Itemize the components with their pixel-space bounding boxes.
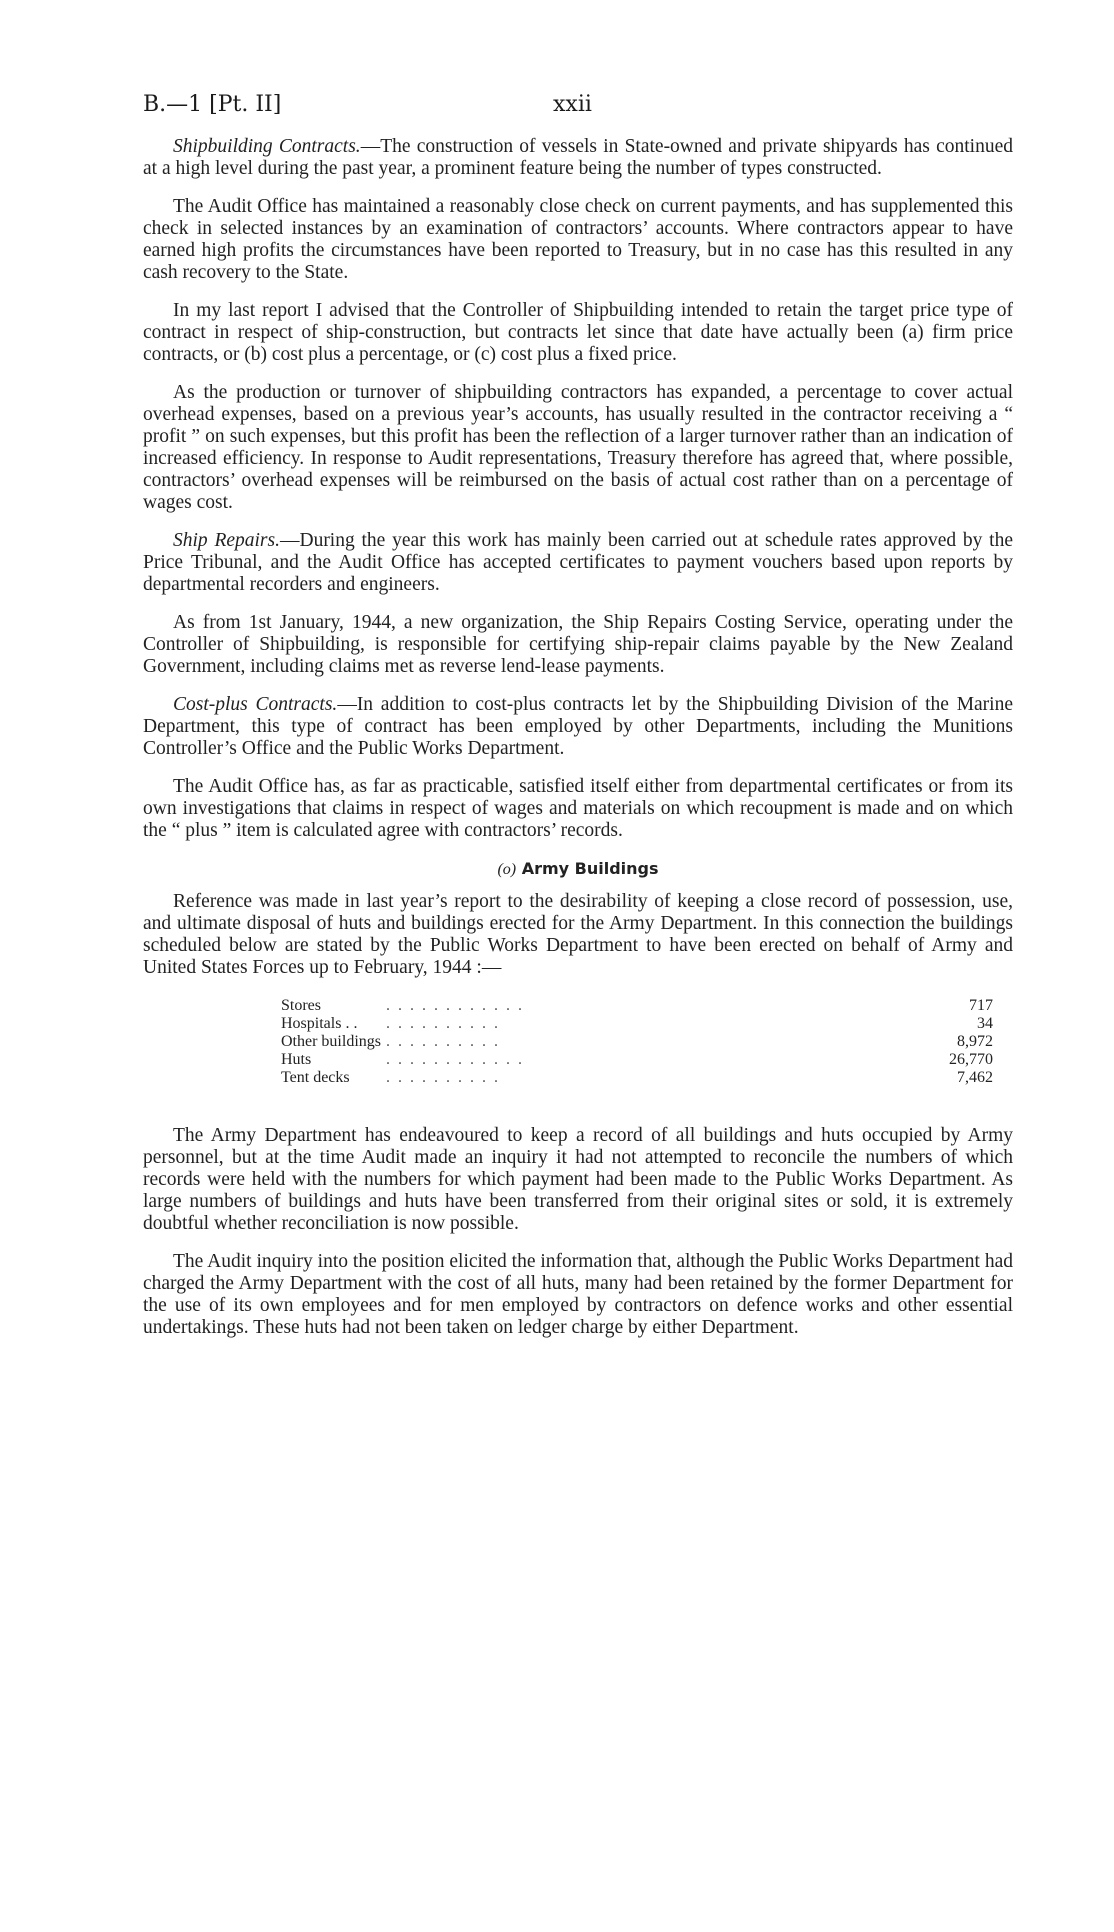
document-reference: B.—1 [Pt. II] bbox=[143, 92, 282, 117]
page-number: xxii bbox=[553, 92, 592, 117]
paragraph-text: —During the year this work has mainly been carried out at schedule rates approved by the Price Tribunal, and the Audit Office has accepted certificates to payment vouchers based upon reports by departmental recorders and engineers. bbox=[143, 530, 1013, 595]
row-label: Stores bbox=[281, 997, 321, 1014]
row-value: 26,770 bbox=[949, 1051, 993, 1068]
paragraph: The Audit Office has, as far as practicable, satisfied itself either from departmental certificates or from its own investigations that claims in respect of wages and materials on which recoupment is made and on which the “ plus ” item is calculated agree with contractors’ records. bbox=[143, 776, 1013, 841]
paragraph-text: —The construction of vessels in State-owned and private shipyards has continued at a high level during the past year, a prominent feature being the number of types constructed. bbox=[143, 136, 1013, 179]
row-value: 34 bbox=[977, 1015, 993, 1032]
table-row bbox=[281, 1069, 993, 1087]
paragraph: The Audit inquiry into the position elicited the information that, although the Public Works Department had charged the Army Department with the cost of all huts, many had been retained by the former Department for the use of its own employees and for men employed by contractors on defence works and other essential undertakings. These huts had not been taken on ledger charge by either Department. bbox=[143, 1251, 1013, 1338]
paragraph-lead: Ship Repairs. bbox=[173, 530, 280, 551]
paragraph: As from 1st January, 1944, a new organization, the Ship Repairs Costing Service, operating under the Controller of Shipbuilding, is responsible for certifying ship-repair claims payable by the New Zealand Government, including claims met as reverse lend-lease payments. bbox=[143, 612, 1013, 677]
row-value: 717 bbox=[969, 997, 993, 1014]
dot-leader: . . . . . . . . . . bbox=[386, 1015, 500, 1032]
section-title: Army Buildings bbox=[521, 859, 659, 878]
paragraph-ship-repairs bbox=[143, 530, 1013, 596]
dot-leader: . . . . . . . . . . bbox=[386, 1069, 500, 1086]
paragraph-shipbuilding-contracts bbox=[143, 136, 1013, 180]
table-row bbox=[281, 1033, 993, 1051]
paragraph-lead: Cost-plus Contracts. bbox=[173, 694, 338, 715]
paragraph: Reference was made in last year’s report to the desirability of keeping a close record of possession, use, and ultimate disposal of huts and buildings erected for the Army Department. In this connection the buildings scheduled below are stated by the Public Works Department to have been erected on behalf of Army and United States Forces up to February, 1944 :— bbox=[143, 891, 1013, 978]
paragraph: The Army Department has endeavoured to keep a record of all buildings and huts occupied by Army personnel, but at the time Audit made an inquiry it had not attempted to reconcile the numbers of which records were held with the numbers for which payment had been made to the Public Works Department. As large numbers of buildings and huts have been transferred from their original sites or sold, it is extremely doubtful whether reconciliation is now possible. bbox=[143, 1125, 1013, 1234]
dot-leader: . . . . . . . . . . bbox=[386, 1033, 500, 1050]
dot-leader: . . . . . . . . . . . . bbox=[386, 1051, 524, 1068]
page-header bbox=[143, 92, 1013, 122]
table-row bbox=[281, 997, 993, 1015]
row-label: Huts bbox=[281, 1051, 312, 1068]
section-heading bbox=[143, 858, 1013, 881]
table-row bbox=[281, 1051, 993, 1069]
table-row bbox=[281, 1015, 993, 1033]
section-marker: (o) bbox=[497, 861, 517, 878]
paragraph: The Audit Office has maintained a reasonably close check on current payments, and has supplemented this check in selected instances by an examination of contractors’ accounts. Where contractors appear to have earned high profits the circumstances have been reported to Treasury, but in no case has this resulted in any cash recovery to the State. bbox=[143, 196, 1013, 283]
paragraph: In my last report I advised that the Controller of Shipbuilding intended to retain the target price type of contract in respect of ship-construction, but contracts let since that date have actually been (a) firm price contracts, or (b) cost plus a percentage, or (c) cost plus a fixed price. bbox=[143, 300, 1013, 365]
row-label: Other buildings bbox=[281, 1033, 381, 1050]
document-body bbox=[143, 136, 1013, 1355]
paragraph-cost-plus-contracts bbox=[143, 694, 1013, 760]
row-label: Hospitals . . bbox=[281, 1015, 358, 1032]
buildings-table bbox=[281, 997, 993, 1087]
paragraph-text: —In addition to cost-plus contracts let by the Shipbuilding Division of the Marine Department, this type of contract has been employed by other Departments, including the Munitions Controller’s Office and the Public Works Department. bbox=[143, 694, 1013, 759]
row-value: 7,462 bbox=[957, 1069, 993, 1086]
paragraph: As the production or turnover of shipbuilding contractors has expanded, a percentage to cover actual overhead expenses, based on a previous year’s accounts, has usually resulted in the contractor receiving a “ profit ” on such expenses, but this profit has been the reflection of a larger turnover rather than an indication of increased efficiency. In response to Audit representations, Treasury therefore has agreed that, where possible, contractors’ overhead expenses will be reimbursed on the basis of actual cost rather than on a percentage of wages cost. bbox=[143, 382, 1013, 513]
paragraph-lead: Shipbuilding Contracts. bbox=[173, 136, 361, 157]
row-value: 8,972 bbox=[957, 1033, 993, 1050]
row-label: Tent decks bbox=[281, 1069, 350, 1086]
dot-leader: . . . . . . . . . . . . bbox=[386, 997, 524, 1014]
